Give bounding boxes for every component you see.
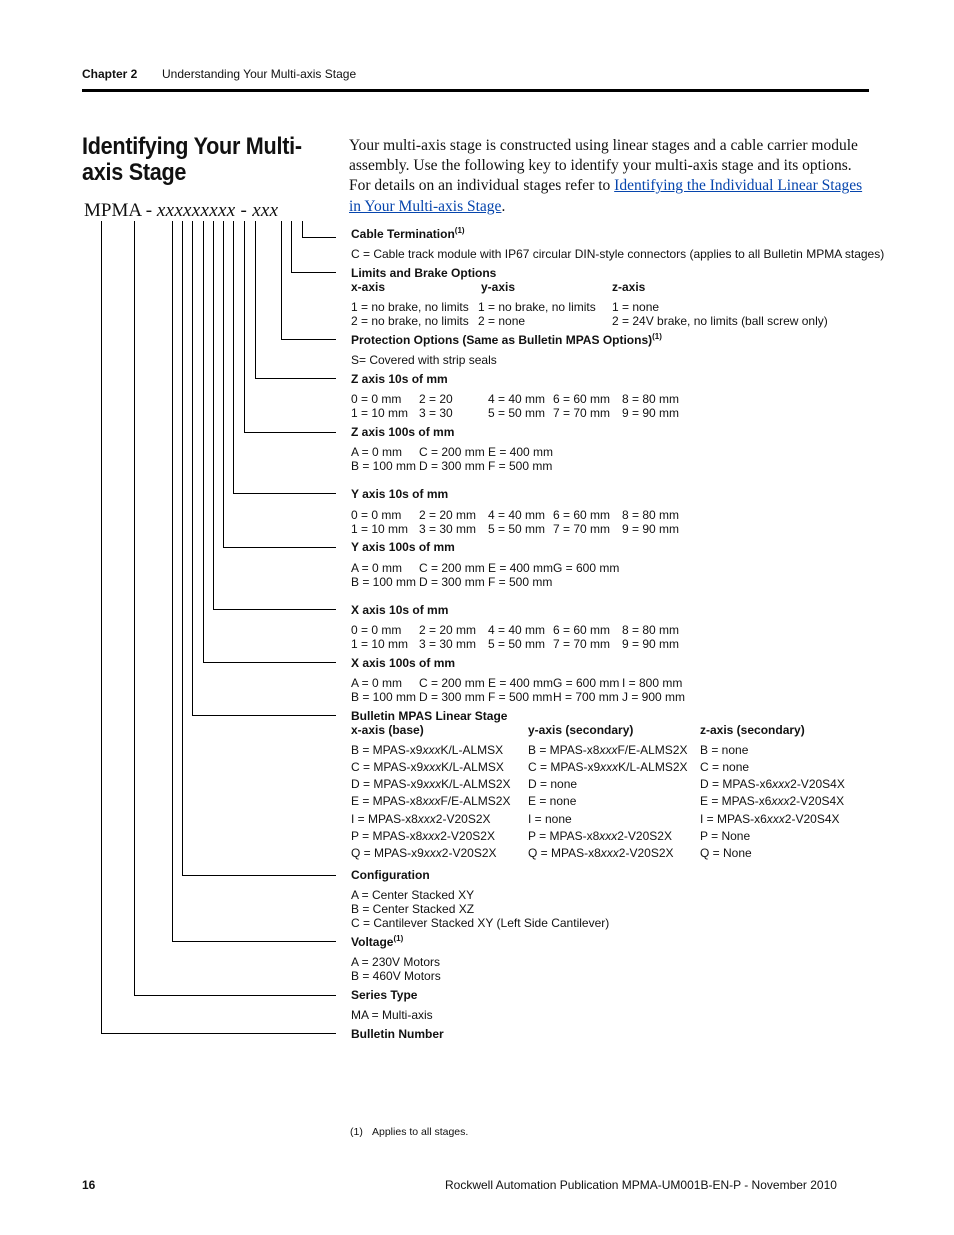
series-heading: Series Type [351,988,418,1002]
leader-configuration [182,221,183,876]
list-item: E = MPAS-x6xxx2-V20S4X [700,794,845,808]
leader-limits [291,221,292,273]
protection-heading: Protection Options (Same as Bulletin MPAS Options)$^{(1)}$ [351,332,662,347]
y100-heading: Y axis 100s of mm [351,540,455,554]
list-item: C = MPAS-x9xxxK/L-ALMSX [351,760,504,774]
footnote-marker: (1) [350,1126,363,1138]
cable-termination-desc: C = Cable track module with IP67 circular DIN-style connectors (applies to all Bulletin MPMA stages) [351,247,885,261]
limits-y-2: 2 = none [478,314,526,328]
series-item: MA = Multi-axis [351,1008,433,1022]
list-item: B = none [700,743,749,757]
limits-x-2: 2 = no brake, no limits [351,314,469,328]
list-item: I = MPAS-x6xxx2-V20S4X [700,812,840,826]
voltage-item: B = 460V Motors [351,969,441,983]
intro-end: . [501,197,506,215]
list-item: I = none [528,812,572,826]
linear-stage-heading: Bulletin MPAS Linear Stage [351,709,508,723]
voltage-heading: Voltage$^{(1)}$ [351,934,404,949]
list-item: C = none [700,760,750,774]
list-item: P = MPAS-x8xxx2-V20S2X [351,829,495,843]
limits-x-head: x-axis [351,280,386,294]
intro-paragraph [349,136,871,217]
leader-y100 [223,221,224,548]
list-item: B = MPAS-x9xxxK/L-ALMSX [351,743,504,757]
list-item: I = MPAS-x8xxx2-V20S2X [351,812,491,826]
z10-heading: Z axis 10s of mm [351,372,448,386]
limits-y-1: 1 = no brake, no limits [478,300,596,314]
section-title: Identifying Your Multi-axis Stage [82,133,302,186]
cable-termination-heading: Cable Termination$^{(1)}$ [351,226,465,241]
list-item: E = MPAS-x8xxxF/E-ALMS2X [351,794,511,808]
leader-protection [281,221,282,340]
limits-y-head: y-axis [481,280,516,294]
voltage-item: A = 230V Motors [351,955,441,969]
publication-info: Rockwell Automation Publication MPMA-UM001B-EN-P - November 2010 [445,1178,837,1192]
intro-text: Your multi-axis stage is constructed using linear stages and a cable carrier module assembly. Use the following key to identify your multi-axis stage and its options. For details on an individual stages refer to [349,137,858,195]
list-item: C = MPAS-x9xxxK/L-ALMS2X [528,760,688,774]
list-item: P = MPAS-x8xxx2-V20S2X [528,829,672,843]
limits-z-1: 1 = none [612,300,660,314]
chapter-label: Chapter 2 [82,67,138,81]
leader-linear [192,221,193,716]
leader-z100 [244,221,245,433]
limits-z-head: z-axis [612,280,646,294]
catalog-code: MPMA - xxxxxxxxx - xxx [84,200,279,221]
configuration-item: B = Center Stacked XZ [351,902,475,916]
leader-z10 [255,221,256,379]
configuration-item: A = Center Stacked XY [351,888,475,902]
linear-z-head: z-axis (secondary) [700,723,805,737]
list-item: P = None [700,829,751,843]
leader-y10 [233,221,234,494]
x100-heading: X axis 100s of mm [351,656,456,670]
leader-cable [302,221,303,238]
intro-link[interactable]: Identifying the Individual Linear Stages in Your Multi-axis Stage [349,177,863,215]
protection-desc: S= Covered with strip seals [351,353,497,367]
leader-bulletin [101,221,102,1034]
limits-z-2: 2 = 24V brake, no limits (ball screw only) [612,314,828,328]
leader-x100 [203,221,204,663]
list-item: Q = None [700,846,752,860]
list-item: E = none [528,794,577,808]
bulletin-number-heading: Bulletin Number [351,1027,444,1041]
configuration-heading: Configuration [351,868,430,882]
leader-series [134,221,135,996]
list-item: D = none [528,777,578,791]
list-item: Q = MPAS-x9xxx2-V20S2X [351,846,497,860]
limits-x-1: 1 = no brake, no limits [351,300,469,314]
list-item: B = MPAS-x8xxxF/E-ALMS2X [528,743,688,757]
x10-heading: X axis 10s of mm [351,603,449,617]
list-item: D = MPAS-x6xxx2-V20S4X [700,777,845,791]
y10-heading: Y axis 10s of mm [351,487,449,501]
footnote-text: Applies to all stages. [372,1126,469,1138]
leader-voltage [172,221,173,942]
list-item: Q = MPAS-x8xxx2-V20S2X [528,846,674,860]
linear-x-head: x-axis (base) [351,723,424,737]
leader-x10 [213,221,214,610]
list-item: D = MPAS-x9xxxK/L-ALMS2X [351,777,511,791]
chapter-title: Understanding Your Multi-axis Stage [162,67,357,81]
header-rule [82,89,869,92]
limits-heading: Limits and Brake Options [351,266,497,280]
linear-y-head: y-axis (secondary) [528,723,634,737]
z100-heading: Z axis 100s of mm [351,425,455,439]
page-number: 16 [82,1178,96,1192]
configuration-item: C = Cantilever Stacked XY (Left Side Cantilever) [351,916,610,930]
